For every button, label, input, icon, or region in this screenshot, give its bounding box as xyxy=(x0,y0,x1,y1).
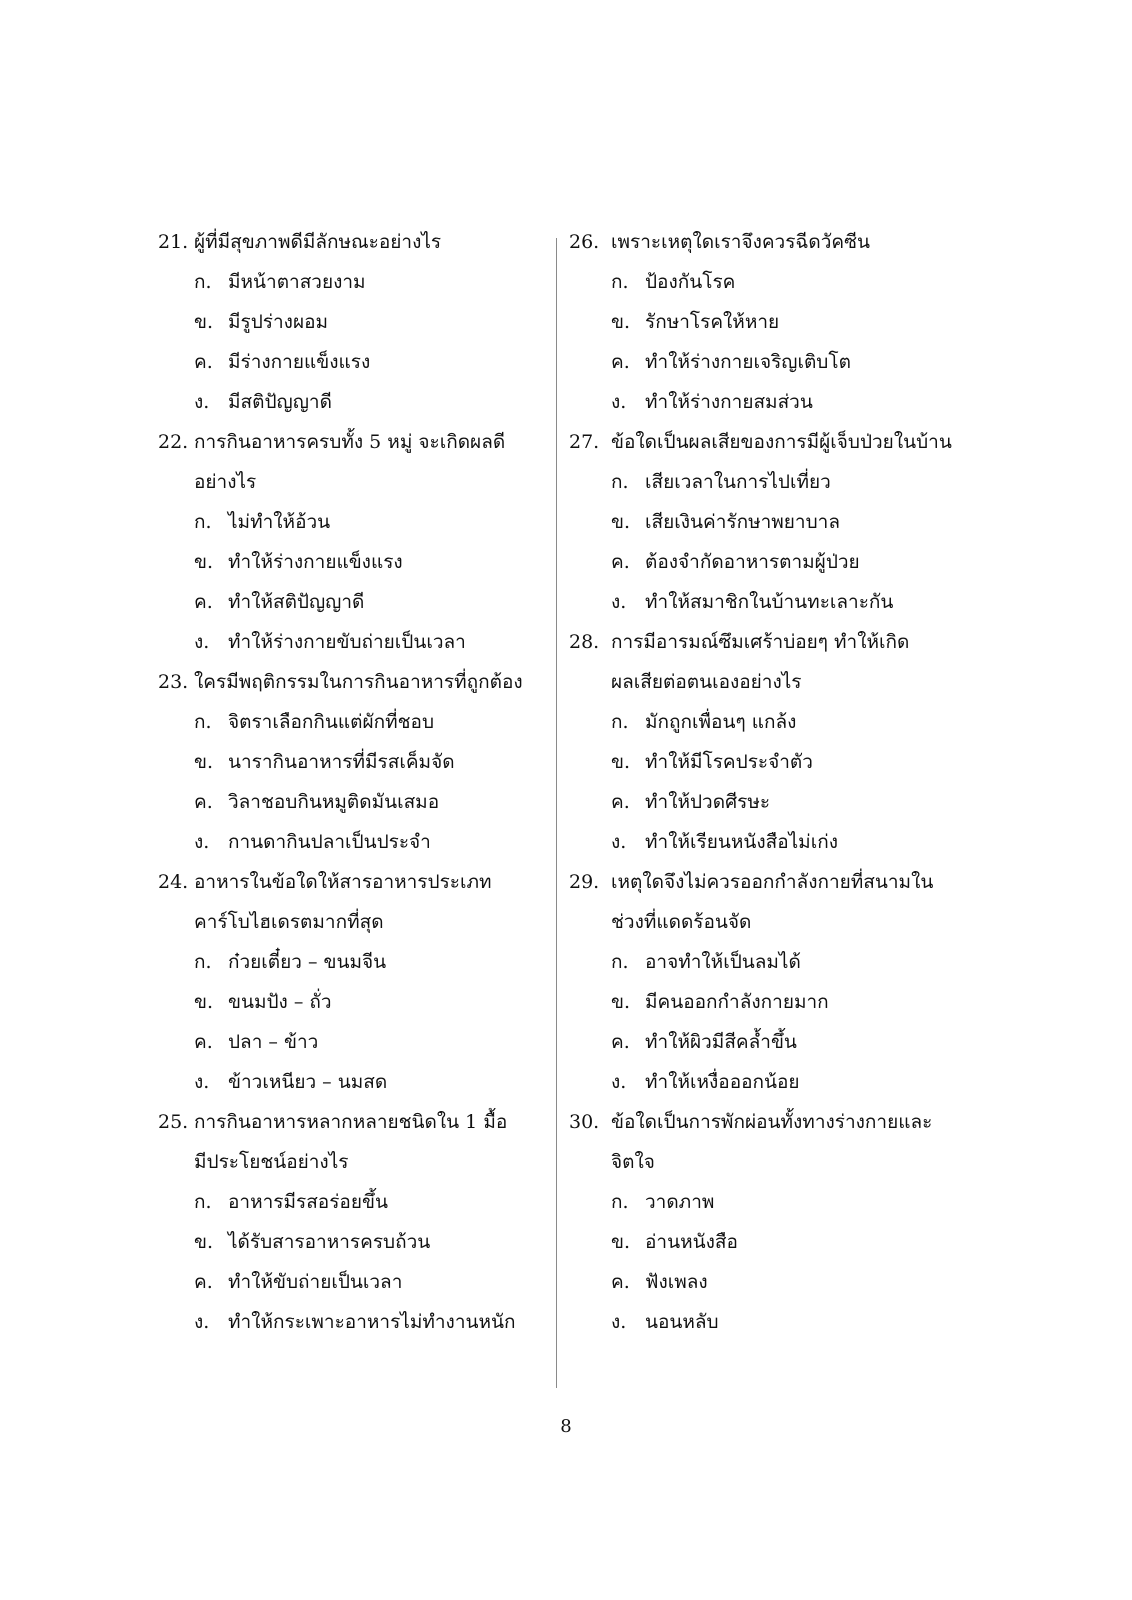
question-number: 22. xyxy=(158,431,189,453)
choice-label: ข. xyxy=(194,311,214,333)
choice-label: ง. xyxy=(194,1071,210,1093)
choice-text: มีสติปัญญาดี xyxy=(228,391,332,413)
question-number: 28. xyxy=(569,631,600,653)
choice-text: อาจทำให้เป็นลมได้ xyxy=(645,951,801,973)
question-stem xyxy=(158,422,543,462)
choice-label: ข. xyxy=(611,751,631,773)
question-stem xyxy=(569,1102,989,1142)
answer-choice xyxy=(569,1302,989,1342)
answer-choice xyxy=(158,982,543,1022)
choice-text: มีร่างกายแข็งแรง xyxy=(228,351,371,373)
choice-label: ค. xyxy=(194,1271,213,1293)
question-text: จิตใจ xyxy=(611,1151,655,1173)
choice-label: ข. xyxy=(611,311,631,333)
choice-text: ขนมปัง – ถั่ว xyxy=(228,991,332,1013)
choice-text: วาดภาพ xyxy=(645,1191,715,1213)
choice-text: ต้องจำกัดอาหารตามผู้ป่วย xyxy=(645,551,860,573)
choice-label: ก. xyxy=(194,1191,212,1213)
choice-text: ไม่ทำให้อ้วน xyxy=(228,511,331,533)
choice-text: ฟังเพลง xyxy=(645,1271,708,1293)
choice-text: นารากินอาหารที่มีรสเค็มจัด xyxy=(228,751,455,773)
question-text: อาหารในข้อใดให้สารอาหารประเภท xyxy=(194,871,492,893)
choice-label: ข. xyxy=(611,511,631,533)
answer-choice xyxy=(158,262,543,302)
choice-text: ก๋วยเตี๋ยว – ขนมจีน xyxy=(228,951,387,973)
choice-label: ง. xyxy=(611,1311,627,1333)
question-number: 23. xyxy=(158,671,189,693)
question-text: ใครมีพฤติกรรมในการกินอาหารที่ถูกต้อง xyxy=(194,671,523,693)
choice-text: ทำให้มีโรคประจำตัว xyxy=(645,751,813,773)
choice-label: ข. xyxy=(611,991,631,1013)
choice-text: ทำให้ขับถ่ายเป็นเวลา xyxy=(228,1271,403,1293)
question-stem xyxy=(158,662,543,702)
answer-choice xyxy=(569,582,989,622)
question-text: ข้อใดเป็นผลเสียของการมีผู้เจ็บป่วยในบ้าน xyxy=(611,431,952,453)
choice-label: ก. xyxy=(611,1191,629,1213)
choice-label: ง. xyxy=(611,1071,627,1093)
choice-label: ค. xyxy=(194,791,213,813)
answer-choice xyxy=(569,942,989,982)
choice-label: ง. xyxy=(611,591,627,613)
choice-text: ทำให้สมาชิกในบ้านทะเลาะกัน xyxy=(645,591,894,613)
answer-choice xyxy=(569,342,989,382)
question-number: 24. xyxy=(158,871,189,893)
question-text: การมีอารมณ์ซึมเศร้าบ่อยๆ ทำให้เกิด xyxy=(611,631,910,653)
answer-choice xyxy=(158,1262,543,1302)
question-stem-continuation xyxy=(158,1142,543,1182)
choice-text: ทำให้เรียนหนังสือไม่เก่ง xyxy=(645,831,838,853)
choice-label: ง. xyxy=(194,831,210,853)
choice-label: ก. xyxy=(611,711,629,733)
answer-choice xyxy=(569,542,989,582)
right-question-column xyxy=(569,222,989,1342)
choice-label: ง. xyxy=(194,631,210,653)
choice-text: มักถูกเพื่อนๆ แกล้ง xyxy=(645,711,797,733)
question-text: คาร์โบไฮเดรตมากที่สุด xyxy=(194,911,384,933)
question-stem xyxy=(569,422,989,462)
question-number: 21. xyxy=(158,231,189,253)
answer-choice xyxy=(158,302,543,342)
answer-choice xyxy=(569,742,989,782)
choice-text: วิลาชอบกินหมูติดมันเสมอ xyxy=(228,791,440,813)
answer-choice xyxy=(569,1062,989,1102)
question-text: ช่วงที่แดดร้อนจัด xyxy=(611,911,752,933)
answer-choice xyxy=(158,382,543,422)
answer-choice xyxy=(158,822,543,862)
question-number: 25. xyxy=(158,1111,189,1133)
question-stem xyxy=(569,622,989,662)
choice-label: ข. xyxy=(194,991,214,1013)
choice-text: ทำให้ร่างกายเจริญเติบโต xyxy=(645,351,851,373)
choice-text: ทำให้กระเพาะอาหารไม่ทำงานหนัก xyxy=(228,1311,516,1333)
question-stem xyxy=(569,222,989,262)
choice-label: ก. xyxy=(194,271,212,293)
answer-choice xyxy=(569,1222,989,1262)
question-stem-continuation xyxy=(569,1142,989,1182)
choice-text: ได้รับสารอาหารครบถ้วน xyxy=(228,1231,431,1253)
question-number: 27. xyxy=(569,431,600,453)
answer-choice xyxy=(569,822,989,862)
answer-choice xyxy=(569,1262,989,1302)
answer-choice xyxy=(569,462,989,502)
question-stem xyxy=(569,862,989,902)
choice-text: เสียเงินค่ารักษาพยาบาล xyxy=(645,511,840,533)
choice-label: ข. xyxy=(194,1231,214,1253)
choice-text: ป้องกันโรค xyxy=(645,271,736,293)
question-stem xyxy=(158,222,543,262)
question-text: การกินอาหารครบทั้ง 5 หมู่ จะเกิดผลดี xyxy=(194,431,506,453)
question-text: เพราะเหตุใดเราจึงควรฉีดวัคซีน xyxy=(611,231,870,253)
answer-choice xyxy=(158,1062,543,1102)
answer-choice xyxy=(158,342,543,382)
choice-text: เสียเวลาในการไปเที่ยว xyxy=(645,471,831,493)
answer-choice xyxy=(158,1182,543,1222)
choice-text: ทำให้ร่างกายขับถ่ายเป็นเวลา xyxy=(228,631,466,653)
question-stem-continuation xyxy=(569,662,989,702)
question-stem-continuation xyxy=(569,902,989,942)
question-stem-continuation xyxy=(158,462,543,502)
choice-text: กานดากินปลาเป็นประจำ xyxy=(228,831,431,853)
answer-choice xyxy=(569,1022,989,1062)
choice-text: รักษาโรคให้หาย xyxy=(645,311,780,333)
choice-label: ข. xyxy=(194,551,214,573)
answer-choice xyxy=(158,1022,543,1062)
answer-choice xyxy=(158,542,543,582)
choice-text: ข้าวเหนียว – นมสด xyxy=(228,1071,388,1093)
choice-label: ก. xyxy=(194,711,212,733)
question-number: 26. xyxy=(569,231,600,253)
choice-label: ค. xyxy=(611,351,630,373)
question-text: ข้อใดเป็นการพักผ่อนทั้งทางร่างกายและ xyxy=(611,1111,933,1133)
choice-label: ก. xyxy=(194,511,212,533)
choice-label: ค. xyxy=(611,791,630,813)
answer-choice xyxy=(158,782,543,822)
choice-label: ง. xyxy=(611,831,627,853)
question-text: อย่างไร xyxy=(194,471,257,493)
choice-text: มีคนออกกำลังกายมาก xyxy=(645,991,829,1013)
question-text: ผู้ที่มีสุขภาพดีมีลักษณะอย่างไร xyxy=(194,231,442,253)
page-number: 8 xyxy=(560,1416,572,1437)
answer-choice xyxy=(569,1182,989,1222)
question-number: 30. xyxy=(569,1111,600,1133)
choice-label: ค. xyxy=(611,1271,630,1293)
choice-label: ง. xyxy=(194,391,210,413)
answer-choice xyxy=(569,702,989,742)
choice-text: ทำให้ปวดศีรษะ xyxy=(645,791,771,813)
question-stem xyxy=(158,862,543,902)
question-stem xyxy=(158,1102,543,1142)
answer-choice xyxy=(569,302,989,342)
answer-choice xyxy=(569,382,989,422)
choice-label: ก. xyxy=(611,271,629,293)
answer-choice xyxy=(158,702,543,742)
choice-label: ค. xyxy=(194,351,213,373)
choice-text: จิตราเลือกกินแต่ผักที่ชอบ xyxy=(228,711,435,733)
choice-label: ค. xyxy=(194,1031,213,1053)
choice-text: ทำให้ผิวมีสีคล้ำขึ้น xyxy=(645,1031,797,1053)
choice-label: ข. xyxy=(611,1231,631,1253)
choice-label: ง. xyxy=(611,391,627,413)
choice-text: มีหน้าตาสวยงาม xyxy=(228,271,366,293)
choice-label: ค. xyxy=(611,551,630,573)
choice-label: ง. xyxy=(194,1311,210,1333)
choice-text: ปลา – ข้าว xyxy=(228,1031,319,1053)
answer-choice xyxy=(158,582,543,622)
question-number: 29. xyxy=(569,871,600,893)
choice-label: ข. xyxy=(194,751,214,773)
choice-label: ค. xyxy=(611,1031,630,1053)
choice-text: อาหารมีรสอร่อยขึ้น xyxy=(228,1191,388,1213)
answer-choice xyxy=(569,262,989,302)
choice-label: ค. xyxy=(194,591,213,613)
left-question-column xyxy=(158,222,543,1342)
answer-choice xyxy=(158,1222,543,1262)
question-text: เหตุใดจึงไม่ควรออกกำลังกายที่สนามใน xyxy=(611,871,934,893)
choice-text: ทำให้เหงื่อออกน้อย xyxy=(645,1071,800,1093)
choice-label: ก. xyxy=(611,471,629,493)
choice-text: มีรูปร่างผอม xyxy=(228,311,329,333)
answer-choice xyxy=(158,942,543,982)
choice-text: ทำให้สติปัญญาดี xyxy=(228,591,365,613)
choice-text: ทำให้ร่างกายสมส่วน xyxy=(645,391,813,413)
choice-text: นอนหลับ xyxy=(645,1311,719,1333)
choice-text: ทำให้ร่างกายแข็งแรง xyxy=(228,551,403,573)
question-text: การกินอาหารหลากหลายชนิดใน 1 มื้อ xyxy=(194,1111,508,1133)
answer-choice xyxy=(569,982,989,1022)
answer-choice xyxy=(158,742,543,782)
answer-choice xyxy=(569,782,989,822)
choice-label: ก. xyxy=(611,951,629,973)
choice-label: ก. xyxy=(194,951,212,973)
answer-choice xyxy=(158,502,543,542)
question-stem-continuation xyxy=(158,902,543,942)
answer-choice xyxy=(158,1302,543,1342)
question-text: ผลเสียต่อตนเองอย่างไร xyxy=(611,671,802,693)
answer-choice xyxy=(158,622,543,662)
choice-text: อ่านหนังสือ xyxy=(645,1231,738,1253)
question-text: มีประโยชน์อย่างไร xyxy=(194,1151,349,1173)
column-divider xyxy=(556,238,557,1388)
answer-choice xyxy=(569,502,989,542)
